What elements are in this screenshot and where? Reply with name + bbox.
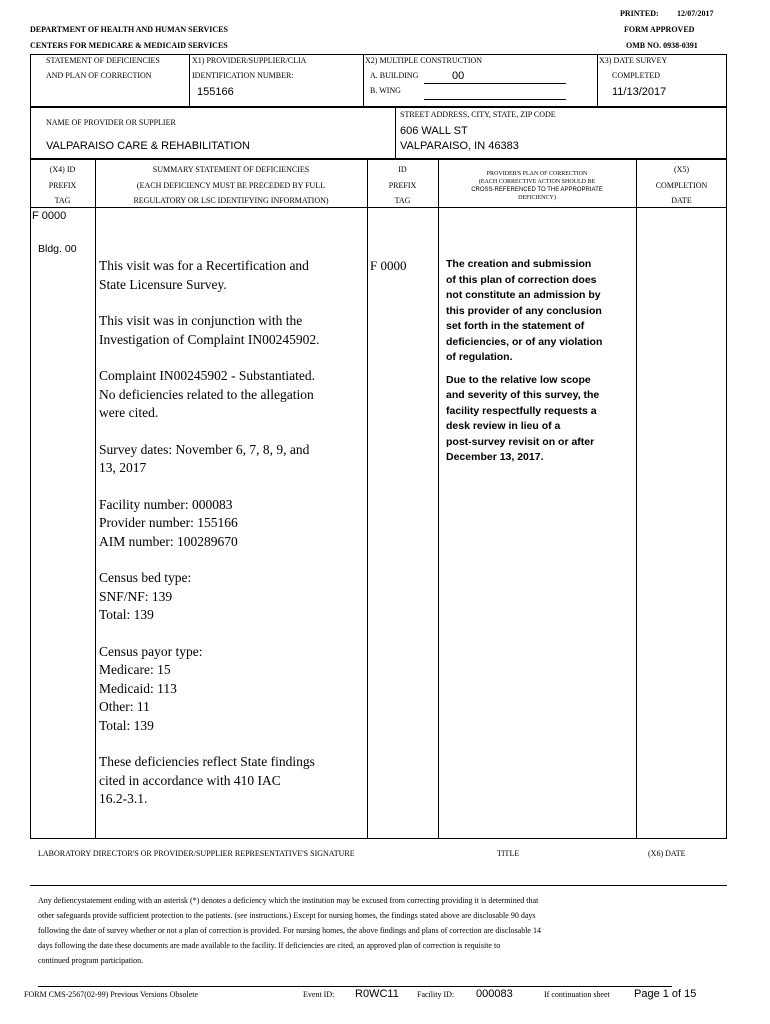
plan-line: not constitute an admission by — [446, 289, 601, 301]
page-number: Page 1 of 15 — [634, 988, 697, 1000]
form-approved: FORM APPROVED — [624, 25, 695, 34]
plan-line: December 13, 2017. — [446, 451, 544, 463]
printed-date: 12/07/2017 — [677, 9, 714, 18]
building-tag: Bldg. 00 — [38, 243, 77, 255]
disclosure-notice — [38, 893, 718, 968]
summary-line: Survey dates: November 6, 7, 8, 9, and — [99, 441, 310, 457]
summary-paragraph — [99, 753, 365, 809]
plan-of-correction — [446, 257, 634, 473]
col-plan-3: CROSS-REFERENCED TO THE APPROPRIATE — [471, 187, 603, 193]
notice-line: continued program participation. — [38, 956, 144, 965]
plan-paragraph — [446, 257, 634, 366]
notice-line: Any defiencystatement ending with an asterisk (*) denotes a deficiency which the institution may be excused from correcting providing it is determined that — [38, 896, 539, 905]
summary-paragraph — [99, 312, 365, 349]
tag-left: F 0000 — [32, 210, 67, 222]
tag-right: F 0000 — [370, 258, 407, 273]
event-label: Event ID: — [303, 990, 335, 999]
summary-line: Medicare: 15 — [99, 662, 171, 677]
summary-line: Total: 139 — [99, 607, 154, 622]
col-x5-1: (X5) — [673, 165, 690, 174]
col-plan-4: DEFICIENCY) — [518, 195, 556, 201]
col-plan-2: (EACH CORRECTIVE ACTION SHOULD BE — [478, 179, 596, 185]
x2-label: X2) MULTIPLE CONSTRUCTION — [365, 56, 483, 65]
form-number: FORM CMS-2567(02-99) Previous Versions Obsolete — [24, 990, 199, 999]
x1-label-1: X1) PROVIDER/SUPPLIER/CLIA — [192, 56, 307, 65]
col-x4-1: (X4) ID — [49, 165, 76, 174]
provider-name: VALPARAISO CARE & REHABILITATION — [46, 140, 250, 152]
summary-line: Census payor type: — [99, 643, 203, 659]
facility-label: Facility ID: — [417, 990, 455, 999]
statement-label-1: STATEMENT OF DEFICIENCIES — [46, 56, 160, 65]
department-title: DEPARTMENT OF HEALTH AND HUMAN SERVICES — [30, 25, 228, 34]
col-x4-3: TAG — [54, 196, 71, 205]
plan-line: deficiencies, or of any violation — [446, 335, 603, 348]
summary-line: Complaint IN00245902 - Substantiated. — [99, 368, 315, 383]
event-id: R0WC11 — [355, 988, 399, 1000]
summary-line: 13, 2017 — [99, 460, 147, 475]
signature-divider — [30, 885, 727, 886]
summary-line: State Licensure Survey. — [99, 276, 227, 292]
summary-line: cited in accordance with 410 IAC — [99, 772, 281, 788]
summary-paragraph — [99, 569, 365, 625]
plan-line: post-survey revisit on or after — [446, 435, 595, 448]
centers-title: CENTERS FOR MEDICARE & MEDICAID SERVICES — [30, 41, 228, 50]
col-id-1: ID — [398, 165, 407, 174]
summary-paragraph — [99, 496, 365, 552]
summary-line: Medicaid: 113 — [99, 680, 177, 696]
plan-line: facility respectfully requests a — [446, 404, 597, 417]
provider-id: 155166 — [197, 86, 234, 98]
summary-line: SNF/NF: 139 — [99, 588, 173, 604]
address-line-2: VALPARAISO, IN 46383 — [400, 140, 519, 152]
summary-paragraph — [99, 367, 365, 423]
title-label: TITLE — [497, 849, 520, 858]
summary-line: Other: 11 — [99, 699, 150, 714]
address-label: STREET ADDRESS, CITY, STATE, ZIP CODE — [400, 110, 556, 119]
x1-label-2: IDENTIFICATION NUMBER: — [192, 71, 294, 80]
col-summary-2: (EACH DEFICIENCY MUST BE PRECEDED BY FULL — [136, 181, 326, 190]
summary-paragraph — [99, 643, 365, 736]
plan-line: and severity of this survey, the — [446, 389, 600, 401]
omb-number: OMB NO. 0938-0391 — [626, 41, 698, 50]
col-x5-2: COMPLETION — [655, 181, 708, 190]
plan-line: The creation and submission — [446, 258, 592, 270]
facility-id: 000083 — [476, 988, 513, 1000]
plan-line: of this plan of correction does — [446, 273, 597, 286]
summary-line: AIM number: 100289670 — [99, 533, 238, 549]
printed-label: PRINTED: — [620, 9, 659, 18]
col-plan-1: PROVIDER'S PLAN OF CORRECTION — [486, 171, 588, 177]
plan-line: Due to the relative low scope — [446, 373, 591, 386]
summary-line: were cited. — [99, 405, 159, 420]
col-summary-3: REGULATORY OR LSC IDENTIFYING INFORMATION) — [133, 196, 329, 205]
continuation-label: If continuation sheet — [544, 990, 610, 999]
summary-line: No deficiencies related to the allegation — [99, 386, 314, 402]
plan-line: this provider of any conclusion — [446, 304, 602, 317]
wing-label: B. WING — [370, 86, 401, 95]
col-x4-2: PREFIX — [48, 181, 77, 190]
summary-line: Facility number: 000083 — [99, 496, 233, 512]
summary-line: 16.2-3.1. — [99, 791, 148, 806]
x3-label-1: X3) DATE SURVEY — [599, 56, 668, 65]
summary-statement — [99, 257, 365, 827]
survey-date: 11/13/2017 — [612, 86, 667, 98]
col-id-2: PREFIX — [388, 181, 417, 190]
signature-label: LABORATORY DIRECTOR'S OR PROVIDER/SUPPLIER REPRESENTATIVE'S SIGNATURE — [38, 849, 355, 858]
address-line-1: 606 WALL ST — [400, 125, 468, 137]
plan-line: set forth in the statement of — [446, 320, 585, 332]
plan-line: of regulation. — [446, 351, 513, 363]
col-x5-3: DATE — [671, 196, 692, 205]
statement-label-2: AND PLAN OF CORRECTION — [46, 71, 152, 80]
notice-line: other safeguards provide sufficient protection to the patients. (see instructions.) Except for nursing homes, the findings stated above are disclosable 90 days — [38, 911, 536, 920]
summary-paragraph — [99, 257, 365, 294]
building-value: 00 — [452, 70, 465, 82]
summary-line: Total: 139 — [99, 717, 154, 733]
col-summary-1: SUMMARY STATEMENT OF DEFICIENCIES — [152, 165, 310, 174]
notice-line: days following the date these documents are made available to the facility. If deficiencies are cited, an approved plan of correction is requisite to — [38, 941, 501, 950]
summary-line: Provider number: 155166 — [99, 515, 238, 530]
plan-line: desk review in lieu of a — [446, 420, 561, 432]
summary-line: This visit was for a Recertification and — [99, 258, 309, 273]
notice-line: following the date of survey whether or not a plan of correction is provided. For nursing homes, the above findings and plans of correction are disclosable 14 — [38, 926, 541, 935]
summary-paragraph — [99, 441, 365, 478]
summary-line: Investigation of Complaint IN00245902. — [99, 331, 320, 347]
col-id-3: TAG — [394, 196, 411, 205]
summary-line: Census bed type: — [99, 570, 192, 585]
building-label: A. BUILDING — [370, 71, 419, 80]
summary-line: This visit was in conjunction with the — [99, 313, 303, 328]
summary-line: These deficiencies reflect State findings — [99, 754, 315, 769]
x3-label-2: COMPLETED — [612, 71, 660, 80]
plan-paragraph — [446, 373, 634, 466]
date-label: (X6) DATE — [648, 849, 686, 858]
name-label: NAME OF PROVIDER OR SUPPLIER — [46, 118, 176, 127]
